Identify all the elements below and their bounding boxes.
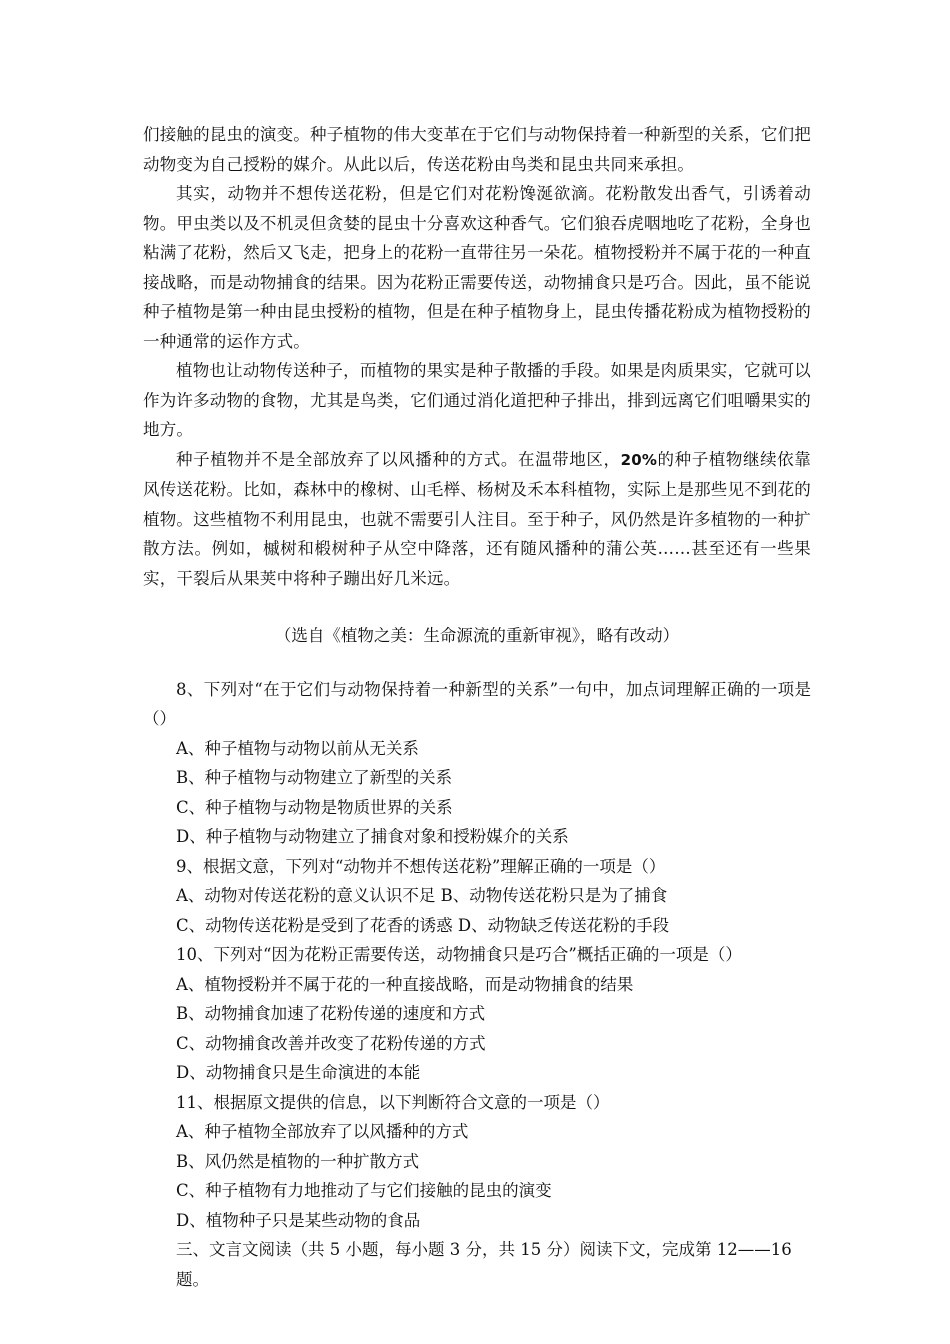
question-11-stem: 11、根据原文提供的信息，以下判断符合文意的一项是（） (176, 1092, 610, 1112)
question-9-stem: 9、根据文意，下列对“动物并不想传送花粉”理解正确的一项是（） (176, 856, 666, 876)
passage-paragraph-3: 植物也让动物传送种子，而植物的果实是种子散播的手段。如果是肉质果实，它就可以作为许多动物的食物，尤其是鸟类，它们通过消化道把种子排出，排到远离它们咀嚼果实的地方。 (143, 361, 811, 439)
passage-paragraph-4 (143, 445, 811, 594)
question-11-option-a: A、种子植物全部放弃了以风播种的方式 (176, 1122, 469, 1141)
question-9-options-ab: A、动物对传送花粉的意义认识不足 B、动物传送花粉只是为了捕食 (176, 886, 668, 905)
question-8-option-d: D、种子植物与动物建立了捕食对象和授粉媒介的关系 (176, 827, 569, 846)
question-9-options-cd: C、动物传送花粉是受到了花香的诱惑 D、动物缺乏传送花粉的手段 (176, 915, 670, 935)
question-8-stem: 8、下列对“在于它们与动物保持着一种新型的关系”一句中，加点词理解正确的一项是（） (143, 679, 811, 728)
question-10-option-b: B、动物捕食加速了花粉传递的速度和方式 (176, 1004, 486, 1023)
passage-paragraph-1: 们接触的昆虫的演变。种子植物的伟大变革在于它们与动物保持着一种新型的关系，它们把动物变为自己授粉的媒介。从此以后，传送花粉由鸟类和昆虫共同来承担。 (143, 125, 811, 174)
passage-paragraph-4-part-c: 的种子植物继续依靠风传送花粉。比如，森林中的橡树、山毛榉、杨树及禾本科植物，实际上是那些见不到花的植物。这些植物不利用昆虫，也就不需要引人注目。至于种子，风仍然是许多植物的一种扩散方法。例如，槭树和椴树种子从空中降落，还有随风播种的蒲公英……甚至还有一些果实，干裂后从果荚中将种子蹦出好几米远。 (143, 449, 811, 588)
question-8-option-b: B、种子植物与动物建立了新型的关系 (176, 768, 453, 787)
question-11-option-d: D、植物种子只是某些动物的食品 (176, 1210, 421, 1230)
question-10-option-c: C、动物捕食改善并改变了花粉传递的方式 (176, 1033, 486, 1053)
question-10-stem: 10、下列对“因为花粉正需要传送，动物捕食只是巧合”概括正确的一项是（） (176, 945, 742, 964)
question-8-option-a: A、种子植物与动物以前从无关系 (176, 738, 419, 758)
passage-paragraph-4-part-a: 种子植物并不是全部放弃了以风播种的方式。在温带地区， (176, 449, 621, 469)
passage-source: （选自《植物之美：生命源流的重新审视》，略有改动） (274, 626, 680, 645)
section-3-heading: 三、文言文阅读（共 5 小题，每小题 3 分，共 15 分）阅读下文，完成第 12——16 题。 (176, 1240, 792, 1289)
passage-paragraph-2: 其实，动物并不想传送花粉，但是它们对花粉馋涎欲滴。花粉散发出香气，引诱着动物。甲虫类以及不机灵但贪婪的昆虫十分喜欢这种香气。它们狼吞虎咽地吃了花粉，全身也粘满了花粉，然后又飞走，把身上的花粉一直带往另一朵花。植物授粉并不属于花的一种直接战略，而是动物捕食的结果。因为花粉正需要传送，动物捕食只是巧合。因此，虽不能说种子植物是第一种由昆虫授粉的植物，但是在种子植物身上，昆虫传播花粉成为植物授粉的一种通常的运作方式。 (143, 184, 811, 351)
percentage-value: 20% (620, 450, 658, 469)
document-content (143, 120, 811, 1294)
question-8-option-c: C、种子植物与动物是物质世界的关系 (176, 797, 453, 817)
question-10-option-a: A、植物授粉并不属于花的一种直接战略，而是动物捕食的结果 (176, 974, 634, 994)
question-10-option-d: D、动物捕食只是生命演进的本能 (176, 1063, 421, 1082)
question-11-option-c: C、种子植物有力地推动了与它们接触的昆虫的演变 (176, 1181, 552, 1200)
question-11-option-b: B、风仍然是植物的一种扩散方式 (176, 1151, 420, 1171)
